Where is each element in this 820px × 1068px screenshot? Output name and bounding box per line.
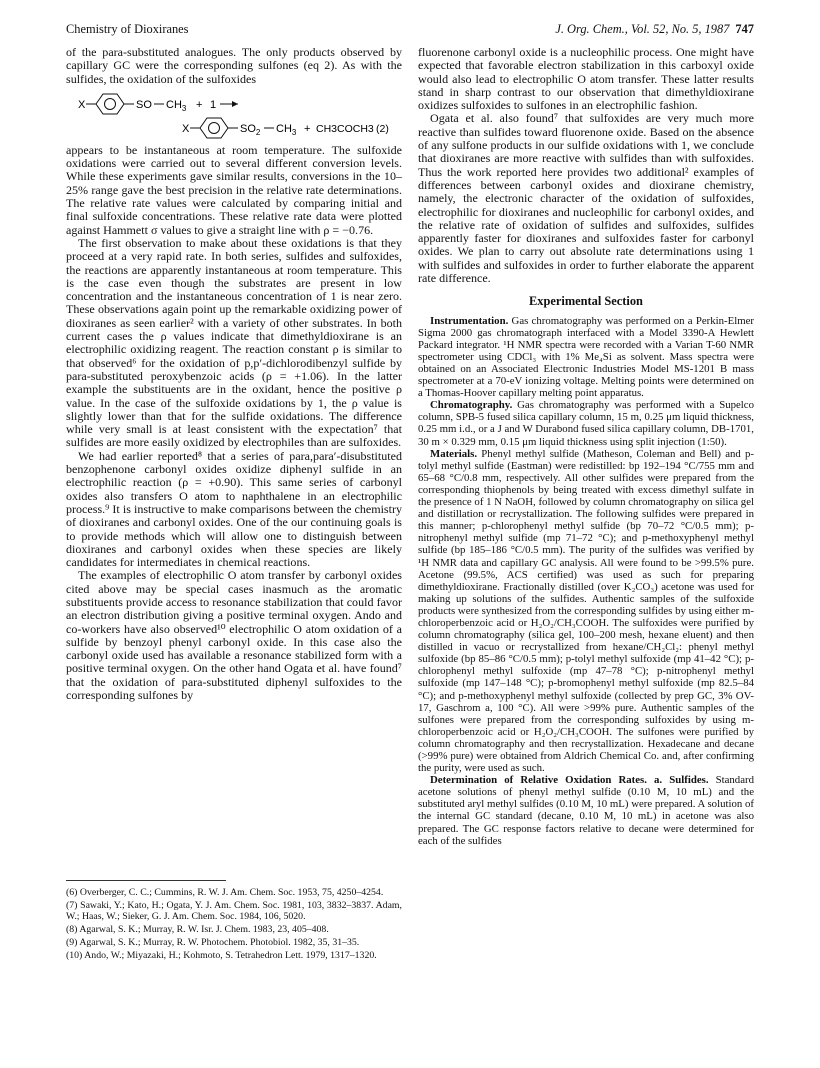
- methyl-group: $CH_3$: [276, 122, 297, 137]
- group-so: SO: [136, 98, 152, 111]
- aromatic-circle: [209, 122, 220, 133]
- group-so2: $SO_2$: [240, 122, 261, 137]
- footnote: (6) Overberger, C. C.; Cummins, R. W. J. Am. Chem. Soc. 1953, 75, 4250–4254.: [66, 887, 384, 898]
- footnote: (9) Agarwal, S. K.; Murray, R. W. Photochem. Photobiol. 1982, 35, 31–35.: [66, 937, 360, 948]
- methyl-group: $CH_3$: [166, 98, 187, 113]
- run-in-heading: Materials.: [430, 447, 478, 460]
- running-header: [66, 22, 754, 38]
- aromatic-circle: [105, 98, 116, 109]
- left-column: [66, 46, 402, 702]
- run-in-heading: Chromatography.: [430, 399, 513, 412]
- paragraph: The examples of electrophilic O atom transfer by carbonyl oxides cited above may be special cases inasmuch as the aromatic substituents provide access to resonance stabilization that could favor an electron distribution giving a positive terminal oxygen. Ando and co-workers have also observed¹⁰ electrophilic O atom oxidation of a sulfide by benzoyl phenyl carbonyl oxide. In this case also the carbonyl oxide used has available a resonance stabilized form with a positive terminal oxygen. On the other hand Ogata et al. have found⁷ that the oxidation of para-substituted diphenyl sulfoxides to the corresponding sulfones by: [66, 568, 402, 703]
- run-in-heading: Determination of Relative Oxidation Rates. a. Sulfides.: [430, 774, 709, 787]
- paragraph: Determination of Relative Oxidation Rates. a. Sulfides. Standard acetone solutions of phenyl methyl sulfide (0.10 M, 10 mL) and the substituted aryl methyl sulfides (0.10 M, 10 mL) were prepared. A solution of the internal GC standard (decane, 0.10 M, 10 mL) in acetone was also prepared. The GC response factors relative to decane were determined for each of the sulfides: [418, 774, 754, 847]
- footnote: (8) Agarwal, S. K.; Murray, R. W. Isr. J. Chem. 1983, 23, 405–408.: [66, 924, 329, 935]
- experimental-section: [418, 315, 754, 847]
- benzene-ring-icon: [200, 118, 228, 138]
- equation-line-1: [66, 92, 402, 116]
- paragraph: appears to be instantaneous at room temperature. The sulfoxide oxidations were carried out to several different conversion levels. While these experiments gave similar results, conversions in the 10–25% range gave the best precision in the relative rate determinations. The relative rate values were calculated by comparing initial and final sulfoxide concentrations. These relative rate data were plotted against Hammett σ values to give a straight line with ρ = −0.76.: [66, 142, 402, 237]
- equation-1-diagram: [66, 92, 402, 116]
- acetone: CH3COCH3: [316, 122, 374, 135]
- paragraph: The first observation to make about these oxidations is that they proceed at a very rapid rate. In both series, sulfides and sulfoxides, the reactions are apparently instantaneous at room temperature. This is the case even though the substrates are present in low concentration and the instantaneous concentration of 1 is near zero. These observations again point up the remarkable oxidizing power of dioxiranes as seen earlier² with a variety of other substrates. In both current cases the ρ values indicate that dimethyldioxirane is an electrophilic oxidizing reagent. The reaction constant ρ is similar to that observed⁶ for the oxidation of p,p′-dichlorodibenzyl sulfide by para-substituted peroxybenzoic acids (ρ = +1.06). In the latter example the substituents are in the oxidant, hence the positive ρ value. In the case of the sulfoxide oxidations by 1, the ρ value is slightly lower than that for the sulfide oxidations. The difference while very small is at least consistent with the expectation⁷ that sulfides are more easily oxidized by electrophiles than are sulfoxides.: [66, 235, 402, 450]
- paragraph: Materials. Phenyl methyl sulfide (Matheson, Coleman and Bell) and p-tolyl methyl sulfide (Eastman) were redistilled: bp 192–194 °C/755 mm and 65–68 °C/0.8 mm, respectively. All other sulfides were prepared from the corresponding thiophenols by being treated with excess dimethyl sulfate in the presence of 1 N NaOH, followed by column chromatography on silica gel and distillation or recrystallization. The following sulfides were prepared in this manner; p-chlorophenyl methyl sulfide (bp 70–72 °C/0.5 mm); p-nitrophenyl methyl sulfide (mp 71–72 °C); and p-methoxyphenyl methyl sulfide (bp 185–186 °C/0.5 mm). The purity of the sulfides was verified by ¹H NMR data and capillary GC analysis. All were found to be >99.5% pure. Acetone (99.5%, ACS certified) was used as such for preparing dimethyldioxirane. Fractionally distilled (over K₂CO₃) acetone was used for making up solutions of the sulfides. Authentic samples of the sulfoxide products were synthesized from the corresponding sulfides by using either m-chloroperbenzoic acid or H₂O₂/CH₃COOH. The sulfoxides were purified by column chromatography (silica gel, 100–200 mesh, hexane eluent) and then distilled in vacuo or recrystallized from hexane/CH₂Cl₂: phenyl methyl sulfoxide (bp 85–86 °C/0.5 mm); p-tolyl methyl sulfoxide (mp 41–42 °C); p-chlorophenyl methyl sulfoxide (mp 47–78 °C); p-nitrophenyl methyl sulfoxide (mp 147–148 °C); p-bromophenyl methyl sulfoxide (mp 82.5–84 °C); and p-methoxyphenyl methyl sulfoxide (collected by prep GC, 3% OV-17, Gaschrom a, 100 °C). All were >99% pure. Authentic samples of the sulfones were prepared from the corresponding sulfoxides by using m-chloroperbenzoic acid or H₂O₂/CH₃COOH. The sulfones were purified by column chromatography and then recrystallization. Hexadecane and decane (>99% pure) were obtained from Aldrich Chemical Co. and, after confirming the purity, were used as such.: [418, 447, 754, 775]
- equation-line-2: [66, 116, 402, 140]
- plus-sign: +: [304, 122, 311, 135]
- run-in-heading: Instrumentation.: [430, 314, 509, 327]
- reagent-1: 1: [210, 98, 217, 111]
- paragraph: fluorenone carbonyl oxide is a nucleophilic process. One might have expected that favorable electron stabilization in this carboxyl oxide would also lead to electrophilic O atom transfer. These latter results stand in sharp contrast to our observation that dimethyldioxirane oxidizes sulfoxides to sulfones in an electrophilic fashion.: [418, 45, 754, 113]
- paragraph: We had earlier reported⁸ that a series of para,para′-disubstituted benzophenone carbonyl oxides oxidize diphenyl sulfide in an electrophilic reaction (ρ = +0.90). This same series of carbonyl oxides also transfers O atom to naphthalene in an electrophilic process.⁹ It is instructive to make comparisons between the chemistry of dioxiranes and carbonyl oxides. One of the our continuing goals is to provide methods which will allow one to distinguish between dioxiranes and carbonyl oxides when these species are likely candidates for intermediates in chemical reactions.: [66, 448, 402, 570]
- journal-citation: J. Org. Chem., Vol. 52, No. 5, 1987 747: [555, 22, 754, 36]
- arrow-head-icon: [232, 101, 238, 107]
- footnote: (10) Ando, W.; Miyazaki, H.; Kohmoto, S. Tetrahedron Lett. 1979, 1317–1320.: [66, 950, 377, 961]
- page-number: 747: [735, 22, 754, 36]
- paragraph: Chromatography. Gas chromatography was performed with a Supelco column, SPB-5 fused silica capillary column, 15 m, 0.25 μm liquid thickness, 0.25 mm i.d., or a J and W Durabond fused silica capillary column, DB-1701, 30 m × 0.329 mm, 0.15 μm liquid thickness using split injection (1:50).: [418, 399, 754, 448]
- running-title: Chemistry of Dioxiranes: [66, 22, 189, 36]
- footnotes: [66, 880, 402, 963]
- equation-number: (2): [376, 122, 389, 135]
- footnote: (7) Sawaki, Y.; Kato, H.; Ogata, Y. J. Am. Chem. Soc. 1981, 103, 3832–3837. Adam, W.; Haas, W.; Sieker, G. J. Am. Chem. Soc. 1984, 106, 5020.: [66, 900, 402, 922]
- substituent-x: X: [182, 122, 190, 135]
- footnote-rule: [66, 880, 226, 881]
- paragraph: Instrumentation. Gas chromatography was performed on a Perkin-Elmer Sigma 2000 gas chromatograph interfaced with a Model 3390-A Hewlett Packard integrator. ¹H NMR spectra were recorded with a Varian T-60 NMR spectrometer using CDCl₃ with 1% Me₄Si as solvent. Mass spectra were obtained on an Associated Electronic Industries Model MS-1201 B mass spectrometer at a 70-eV ionizing voltage. Melting points were determined on a Thomas-Hoover capillary melting point apparatus.: [418, 314, 754, 400]
- right-column: [418, 46, 754, 847]
- substituent-x: X: [78, 98, 86, 111]
- paragraph: of the para-substituted analogues. The only products observed by capillary GC were the corresponding sulfones (eq 2). As with the sulfides, the oxidation of the sulfoxides: [66, 45, 402, 86]
- paragraph: Ogata et al. also found⁷ that sulfoxides are very much more reactive than sulfides toward fluorenone oxide. Based on the absence of any sulfone products in our sulfide oxidations with 1, we conclude that dioxiranes are more reactive with sulfides than with sulfoxides. Thus the work reported here provides two additional² examples of differences between carbonyl oxides and dioxirane chemistry, namely, the electronic character of the oxidation of sulfoxides, electrophilic for dioxiranes and nucleophilic for carbonyl oxides, and the relative rate of oxidation of sulfides and sulfoxides, sulfides apparently faster for dioxiranes and sulfoxides faster for carbonyl oxides. We plan to carry out absolute rate determinations using 1 with sulfides and sulfoxides in order to further elaborate the apparent rate difference.: [418, 111, 754, 286]
- benzene-ring-icon: [96, 94, 124, 114]
- plus-sign: +: [196, 98, 203, 111]
- equation-2-diagram: [66, 116, 402, 140]
- section-heading: Experimental Section: [529, 294, 643, 309]
